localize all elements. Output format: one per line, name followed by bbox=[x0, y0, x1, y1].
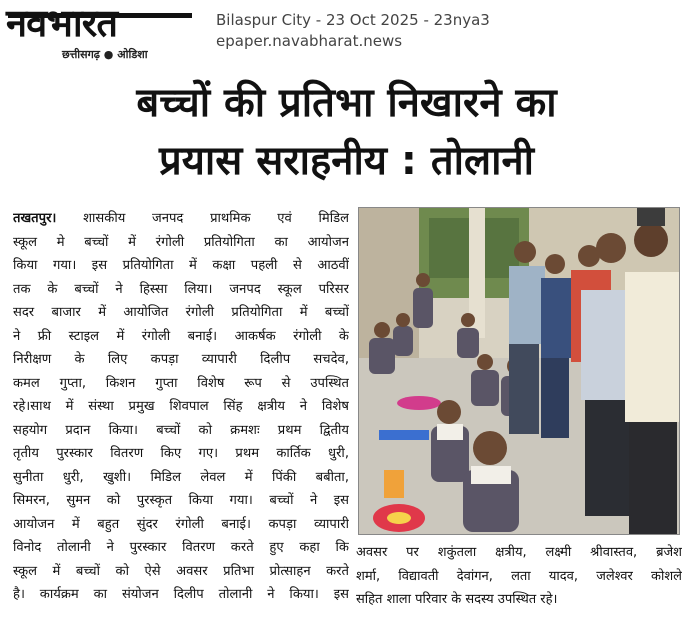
caption-line: शर्मा, विद्यावती देवांगन, लता यादव, जलेश्वर कोशले bbox=[356, 568, 682, 584]
story-line: सहयोग प्रदान किया। बच्चों को क्रमशः प्रथम द्वितीय bbox=[13, 422, 349, 438]
story-line: सुनीता धुरी, खुशी। मिडिल लेवल में पिंकी बबीता, bbox=[13, 469, 349, 485]
epaper-site: epaper.navabharat.news bbox=[216, 32, 403, 50]
story-line: तृतीय पुरस्कार वितरण किए गए। प्रथम कार्तिक धुरी, bbox=[13, 446, 349, 461]
story-line: है। कार्यक्रम का संयोजन दिलीप तोलानी ने किया। इस bbox=[13, 587, 349, 602]
edition-regions: छत्तीसगढ़ ● ओडिशा bbox=[62, 48, 148, 61]
story-line: स्कूल मे बच्चों में रंगोली प्रतियोगिता का आयोजन bbox=[13, 234, 349, 250]
story-line: सदर बाजार में आयोजित रंगोली प्रतियोगिता में बच्चों bbox=[13, 305, 349, 320]
headline-line: प्रयास सराहनीय : तोलानी bbox=[158, 138, 535, 184]
dateline: तखतपुर। bbox=[13, 211, 57, 226]
headline-line: बच्चों की प्रतिभा निखारने का bbox=[136, 80, 557, 126]
story-line: ने फ्री स्टाइल में रंगोली बनाई। आकर्षक रंगोली के bbox=[13, 328, 349, 344]
masthead bbox=[6, 1, 206, 64]
story-line bbox=[13, 207, 349, 231]
story-line: किया गया। इस प्रतियोगिता में कक्षा पहली से आठवीं bbox=[13, 258, 349, 273]
story-line: आयोजन में बहुत सुंदर रंगोली बनाई। कपड़ा व्यापारी bbox=[13, 516, 349, 532]
story-line: विनोद तोलानी ने पुरस्कार वितरण करते हुए कहा कि bbox=[13, 540, 349, 555]
story-line: तक के बच्चों ने हिस्सा लिया। जनपद स्कूल परिसर bbox=[13, 281, 349, 297]
news-photo bbox=[358, 207, 680, 535]
edition-info: Bilaspur City - 23 Oct 2025 - 23nya3 bbox=[216, 11, 490, 29]
story-line: निरीक्षण के लिए कपड़ा व्यापारी दिलीप सचदेव, bbox=[13, 352, 349, 367]
caption-line: अवसर पर शकुंतला क्षत्रीय, लक्ष्मी श्रीवास्तव, ब्रजेश bbox=[356, 545, 682, 560]
headline bbox=[0, 74, 693, 190]
story-line: रहे।साथ में संस्था प्रमुख शिवपाल सिंह क्षत्रीय ने विशेष bbox=[13, 399, 349, 414]
story-line: कमल गुप्ता, किशन गुप्ता विशेष रूप से उपस्थित bbox=[13, 375, 349, 391]
story-line: स्कूल में बच्चों को ऐसे अवसर प्रतिभा प्रोत्साहन करते bbox=[13, 563, 349, 579]
story-line-text: शासकीय जनपद प्राथमिक एवं मिडिल bbox=[56, 211, 349, 226]
caption-line: सहित शाला परिवार के सदस्य उपस्थित रहे। bbox=[356, 592, 558, 607]
story-line: सिमरन, सुमन को पुरस्कृत किया गया। बच्चों ने इस bbox=[13, 493, 349, 508]
photo-caption bbox=[356, 541, 682, 612]
newspaper-logo: नवभारत bbox=[6, 1, 117, 45]
photo-illustration bbox=[359, 208, 679, 534]
story-body bbox=[13, 207, 349, 607]
